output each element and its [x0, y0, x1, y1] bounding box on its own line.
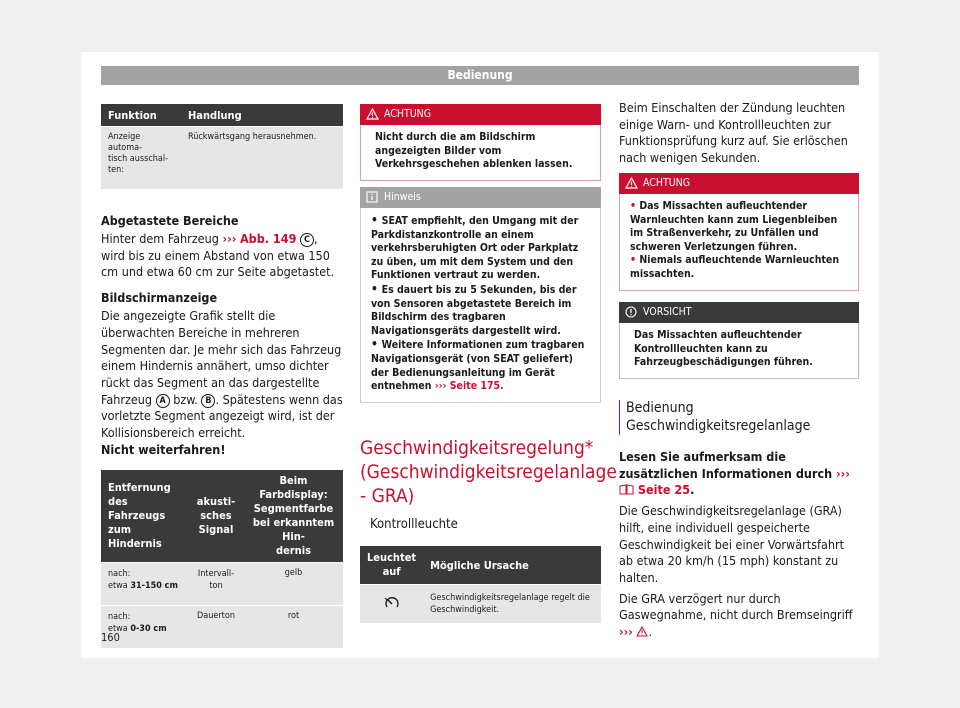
table-header-leuchtet: Leuchtet auf — [360, 546, 423, 585]
intro-text: Beim Einschalten der Zündung leuchten einige Warn- und Kontrollleuchten zur Funktionsprüfung kurz auf. Sie erlöschen nach wenigen Sekunden. — [619, 100, 848, 166]
link-arrow-icon[interactable]: ››› — [222, 231, 237, 246]
badge-c: C — [300, 233, 314, 247]
warning-icon — [636, 626, 648, 637]
caution-icon — [625, 306, 637, 318]
achtung-text: Nicht durch die am Bildschirm angezeigten Bilder vom Verkehrsgeschehen ablenken lassen. — [360, 125, 601, 181]
text-span: Es dauert bis zu 5 Sekunden, bis der von Sensoren abgetastete Bereich im Bildschirm des tragbaren Navigationsgeräts dargestellt wird. — [371, 283, 577, 337]
text-span: SEAT empfiehlt, den Umgang mit der Parkdistanzkontrolle an einem verkehrsberuhigten Ort oder Parkplatz zu üben, um mit dem System und den Funktionen vertraut zu werden. — [371, 215, 579, 282]
page-number: 160 — [101, 631, 120, 644]
hinweis-item: • Es dauert bis zu 5 Sekunden, bis der von Sensoren abgetastete Bereich im Bildschirm des tragbaren Navigationsgeräts dargestellt wird. — [371, 281, 577, 337]
left-column — [101, 104, 343, 648]
bold-intro — [619, 449, 859, 499]
para-2: Die GRA verzögert nur durch Gaswegnahme, nicht durch Bremseingriff ››› . — [619, 590, 853, 640]
para-1: Die Geschwindigkeitsregelanlage (GRA) hilft, eine individuell gespeicherte Geschwindigkeit bei einer Vorwärtsfahrt ab etwa 20 km/h (15 mph) konstant zu halten. — [619, 503, 844, 585]
hinweis-header — [360, 187, 601, 208]
text-span: Lesen Sie aufmerksam die zusätzlichen Informationen durch — [619, 449, 837, 481]
text-span: bzw. — [169, 391, 202, 407]
text-span: Weitere Informationen zum tragbaren Navigationsgerät (von SEAT geliefert) der Bedienungsanleitung im Gerät entnehmen — [371, 339, 585, 393]
gra-subtitle: Kontrollleuchte — [370, 517, 458, 532]
table-header-distance: Entfernung des Fahrzeugs zum Hindernis — [101, 470, 188, 563]
link-arrow-icon[interactable]: ››› — [434, 380, 447, 393]
achtung-box-2 — [619, 173, 859, 291]
text-span: etwa — [108, 581, 131, 592]
text-span: Die angezeigte Grafik stellt die überwachten Bereiche in mehreren Segmenten dar. Je mehr sich das Fahrzeug einem Hindernis annähert, umso dichter rückt das Segment an das dargestellte Fahrzeug — [101, 308, 342, 407]
table-cell: Geschwindigkeitsregelanlage regelt die Geschwindigkeit. — [423, 585, 601, 624]
warning-icon — [625, 177, 638, 189]
book-icon — [619, 484, 634, 495]
text-span: nach: — [108, 569, 131, 580]
abgetastete-title: Abgetastete Bereiche — [101, 213, 239, 228]
gra-title: Geschwindigkeitsregelung* (Geschwindigkeitsregelanlage - GRA) — [360, 437, 617, 507]
right-column — [619, 100, 859, 167]
bildschirm-title: Bildschirmanzeige — [101, 290, 218, 306]
bedienung-section — [619, 400, 859, 641]
text-span: Niemals aufleuchtende Warnleuchten missachten. — [630, 254, 840, 280]
hinweis-body — [360, 208, 601, 403]
gra-table — [360, 546, 601, 623]
table-cell: gelb — [244, 563, 343, 606]
text-span: etwa — [108, 624, 131, 635]
achtung-body — [619, 194, 859, 291]
link-arrow-icon[interactable]: ››› — [836, 465, 850, 481]
link-arrow-icon[interactable]: ››› — [619, 624, 633, 640]
table-header-ursache: Mögliche Ursache — [423, 546, 601, 585]
text-span: Das Missachten aufleuchtender Warnleuchten kann zum Liegenbleiben im Straßenverkehr, zu Unfällen und schweren Verletzungen führen. — [630, 200, 838, 253]
hinweis-label: Hinweis — [384, 191, 421, 203]
warning-icon — [366, 108, 379, 120]
text-span: Die GRA verzögert nur durch Gaswegnahme, nicht durch Bremseingriff — [619, 590, 853, 623]
text-span: nach: — [108, 612, 131, 623]
page-link[interactable]: Seite 25 — [634, 482, 691, 498]
warning-text: Nicht weiterfahren! — [101, 441, 226, 457]
info-icon — [366, 191, 378, 203]
text-span: 31-150 cm — [130, 581, 178, 592]
vorsicht-box — [619, 302, 859, 379]
table-cell — [101, 563, 188, 606]
figure-link[interactable]: Abb. 149 — [239, 231, 297, 246]
achtung-label: ACHTUNG — [384, 108, 432, 120]
hinweis-box — [360, 187, 601, 403]
table-cell — [360, 585, 423, 624]
abgetastete-text — [101, 231, 343, 281]
table-header-handlung: Handlung — [181, 104, 343, 127]
vorsicht-text: Das Missachten aufleuchtender Kontrollleuchten kann zu Fahrzeugbeschädigungen führen. — [619, 323, 859, 379]
table-cell: Rückwärtsgang herausnehmen. — [181, 127, 343, 190]
table-cell: rot — [244, 606, 343, 649]
vorsicht-header — [619, 302, 859, 323]
text-span: Hinter dem Fahrzeug — [101, 231, 223, 246]
speedometer-icon — [384, 596, 400, 610]
achtung-label: ACHTUNG — [643, 177, 691, 189]
section-heading-wrap — [619, 400, 859, 435]
table-cell: Dauerton — [188, 606, 244, 649]
text-span: 0-30 cm — [130, 624, 167, 635]
achtung-item: • Niemals aufleuchtende Warnleuchten missachten. — [630, 254, 840, 280]
function-table — [101, 104, 343, 189]
badge-b: B — [201, 394, 215, 408]
gra-section — [360, 436, 617, 532]
table-cell: Anzeige automa- tisch ausschal- ten: — [101, 127, 181, 190]
table-header-signal: akusti- sches Signal — [188, 470, 244, 563]
hinweis-item: • SEAT empfiehlt, den Umgang mit der Parkdistanzkontrolle an einem verkehrsberuhigten Ort oder Parkplatz zu üben, um mit dem System und den Funktionen vertraut zu werden. — [371, 213, 579, 282]
table-header-color: Beim Farbdisplay: Segmentfarbe bei erkanntem Hin- dernis — [244, 470, 343, 563]
achtung-header — [619, 173, 859, 194]
bildschirm-text — [101, 308, 343, 458]
table-header-funktion: Funktion — [101, 104, 181, 127]
achtung-box-1 — [360, 104, 601, 181]
section-title: Bedienung Geschwindigkeitsregelanlage — [626, 400, 811, 434]
hinweis-item: • Weitere Informationen zum tragbaren Navigationsgerät (von SEAT geliefert) der Bedienungsanleitung im Gerät entnehmen ››› Seite 175. — [371, 337, 585, 393]
vorsicht-label: VORSICHT — [643, 306, 692, 318]
badge-a: A — [156, 394, 170, 408]
text-span: . — [690, 482, 695, 498]
achtung-header — [360, 104, 601, 125]
page-header: Bedienung — [101, 66, 859, 85]
gra-table-wrap — [360, 546, 601, 623]
table-cell: Intervall- ton — [188, 563, 244, 606]
text-span: , wird bis zu einem Abstand von etwa 150 cm und etwa 60 cm zur Seite abgetastet. — [101, 231, 335, 280]
text-span: . Spätestens wenn das vorletzte Segment angezeigt wird, ist der Kollisionsbereich erreicht. — [101, 391, 343, 441]
achtung-item: • Das Missachten aufleuchtender Warnleuchten kann zum Liegenbleiben im Straßenverkehr, zu Unfällen und schweren Verletzungen führen. — [630, 200, 838, 253]
distance-table — [101, 470, 343, 648]
page-link[interactable]: Seite 175. — [446, 380, 504, 393]
